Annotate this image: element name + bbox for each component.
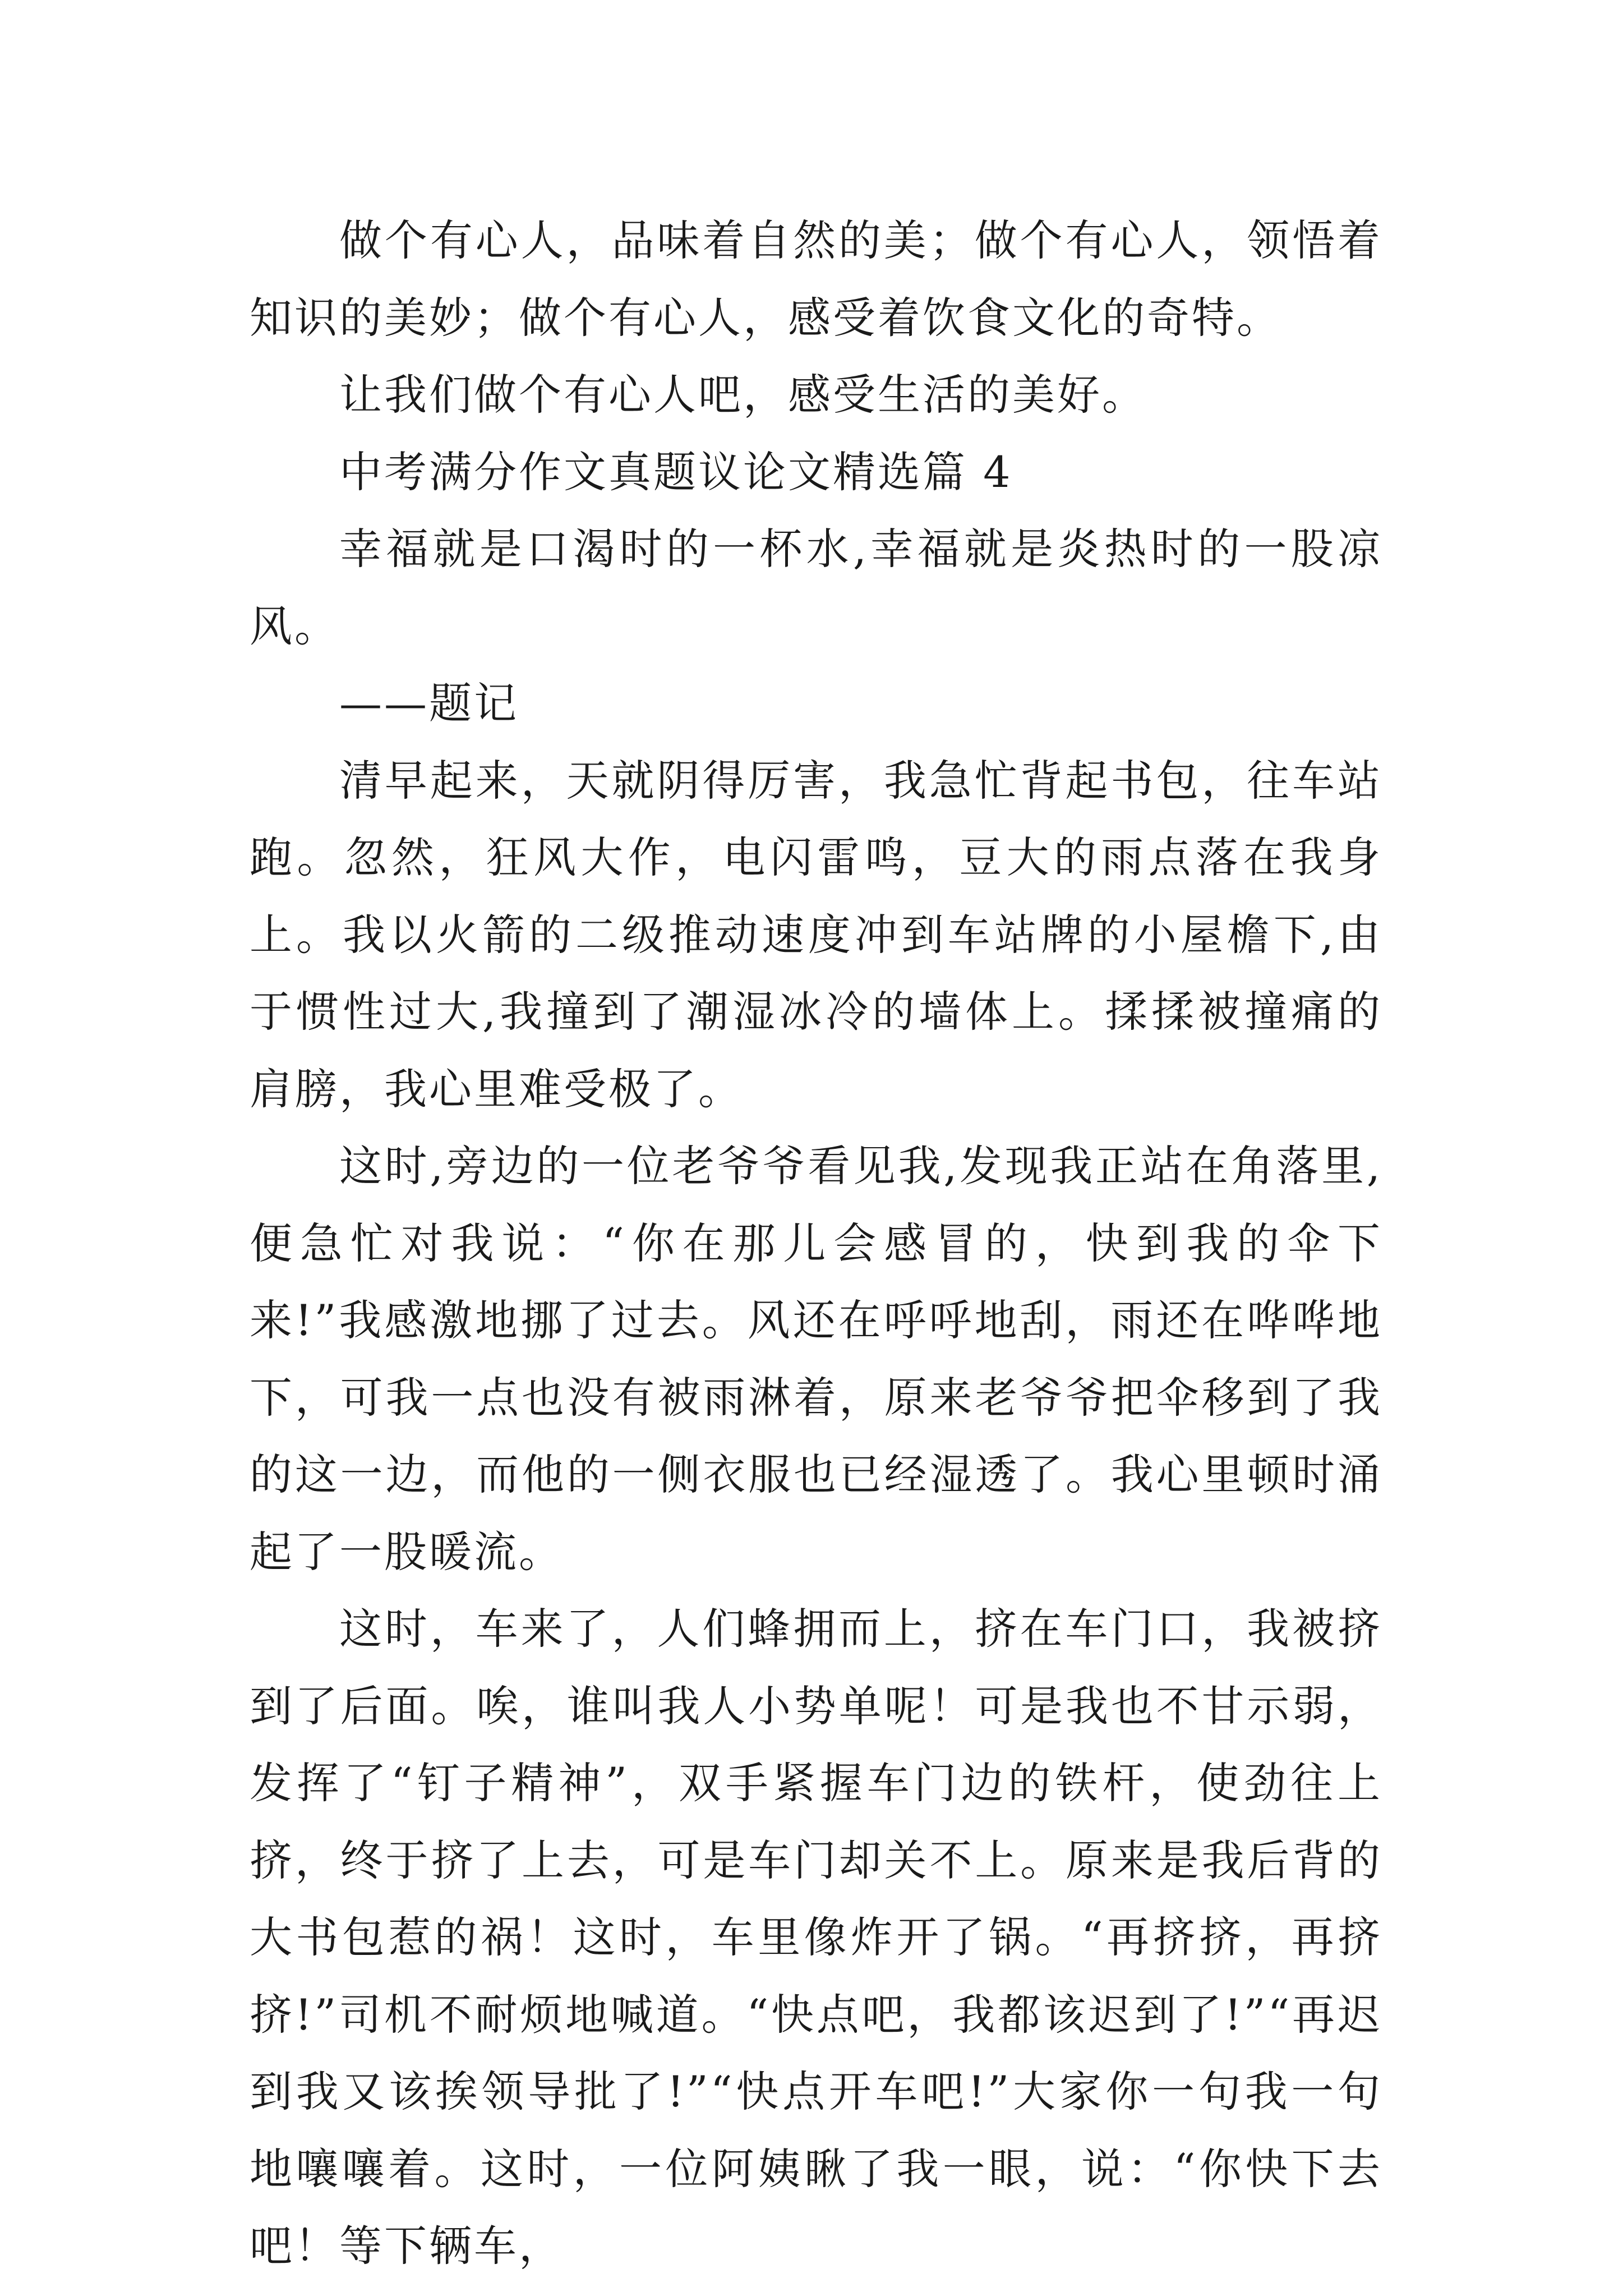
document-body	[250, 202, 1382, 2285]
paragraph-1: 做个有心人，品味着自然的美；做个有心人，领悟着知识的美妙；做个有心人，感受着饮食文化的奇特。	[250, 215, 1382, 343]
epigraph-attribution: ——题记	[339, 678, 519, 728]
paragraph-4: 这时,旁边的一位老爷爷看见我,发现我正站在角落里,便急忙对我说：“你在那儿会感冒的，快到我的伞下来!”我感激地挪了过去。风还在呼呼地刮，雨还在哗哗地下，可我一点也没有被雨淋着，原来老爷爷把伞移到了我的这一边，而他的一侧衣服也已经湿透了。我心里顿时涌起了一股暖流。	[250, 1141, 1382, 1577]
paragraph-2: 让我们做个有心人吧，感受生活的美好。	[339, 370, 1147, 420]
paragraph-5: 这时，车来了，人们蜂拥而上，挤在车门口，我被挤到了后面。唉，谁叫我人小势单呢！可是我也不甘示弱，发挥了“钉子精神”，双手紧握车门边的铁杆，使劲往上挤，终于挤了上去，可是车门却关不上。原来是我后背的大书包惹的祸！这时，车里像炸开了锅。“再挤挤，再挤挤!”司机不耐烦地喊道。“快点吧，我都该迟到了!”“再迟到我又该挨领导批了!”“快点开车吧!”大家你一句我一句地嚷嚷着。这时，一位阿姨瞅了我一眼，说：“你快下去吧！等下辆车，	[250, 1604, 1382, 2271]
section-heading: 中考满分作文真题议论文精选篇 4	[339, 447, 1013, 497]
paragraph-3: 清早起来，天就阴得厉害，我急忙背起书包，往车站跑。忽然，狂风大作，电闪雷鸣，豆大的雨点落在我身上。我以火箭的二级推动速度冲到车站牌的小屋檐下,由于惯性过大,我撞到了潮湿冰冷的墙体上。揉揉被撞痛的肩膀，我心里难受极了。	[250, 755, 1382, 1114]
epigraph-line: 幸福就是口渴时的一杯水,幸福就是炎热时的一股凉风。	[250, 524, 1382, 651]
